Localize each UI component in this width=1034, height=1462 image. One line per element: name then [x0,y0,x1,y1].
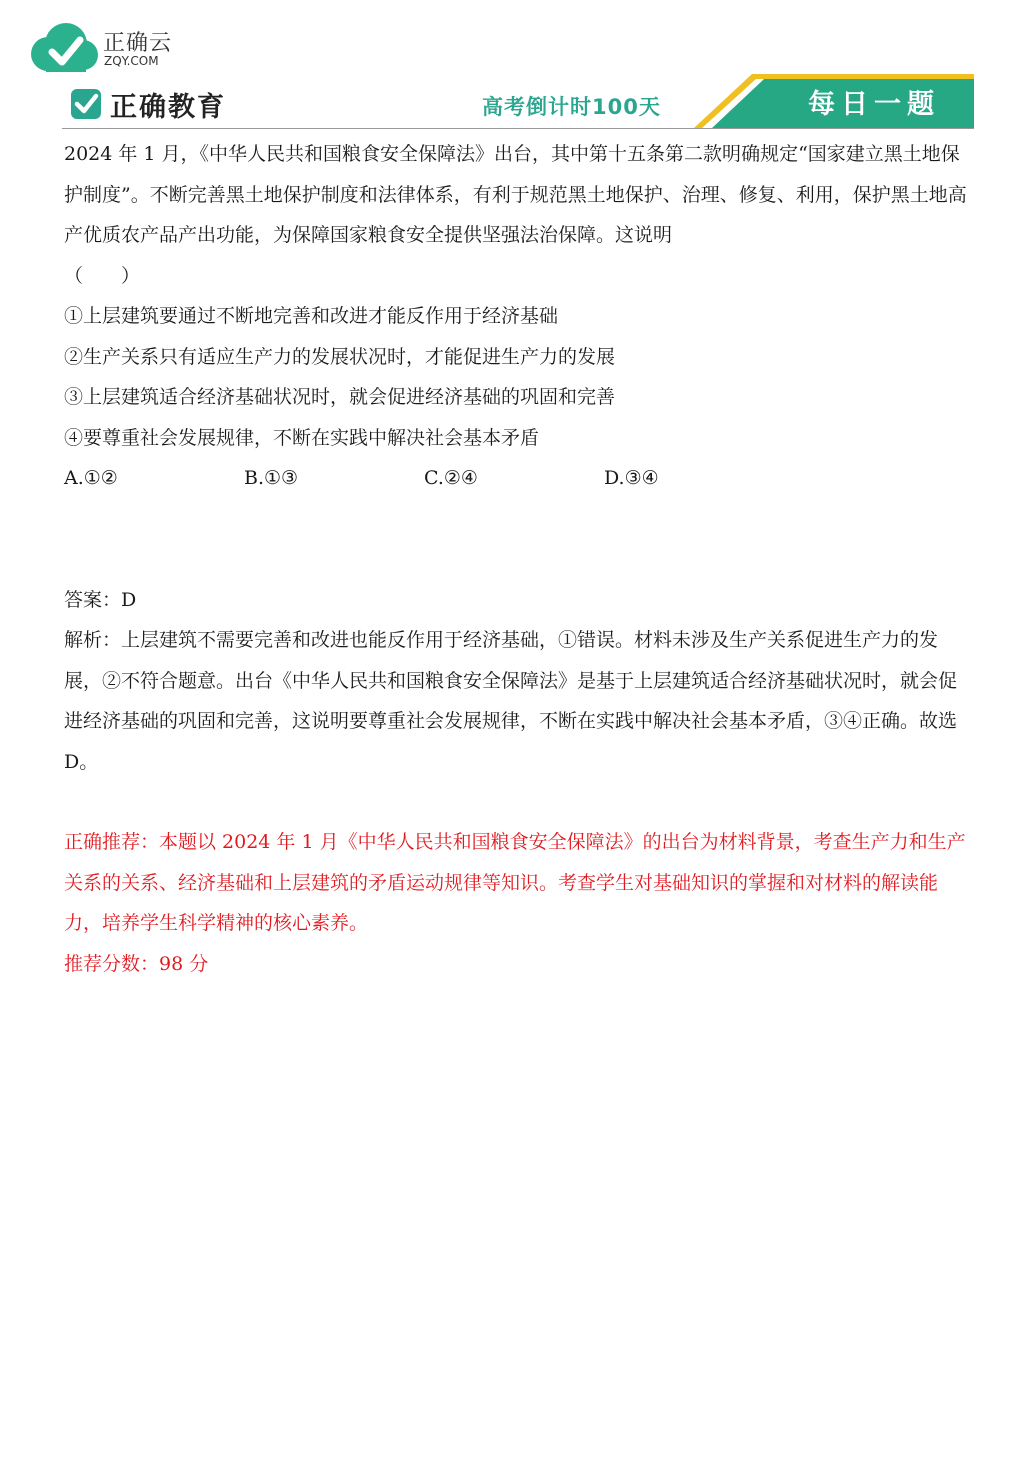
answer-bracket: （ ） [64,264,141,287]
checkbox-icon [70,88,102,120]
statement-3: ③上层建筑适合经济基础状况时，就会促进经济基础的巩固和完善 [64,386,616,408]
option-b: B.①③ [244,467,299,489]
recommend-text: 正确推荐：本题以 2024 年 1 月《中华人民共和国粮食安全保障法》的出台为材料背景，考查生产力和生产关系的关系、经济基础和上层建筑的矛盾运动规律等知识。考查学生对基础知识的掌握和对材料的解读能力，培养学生科学精神的核心素养。 [64,831,966,934]
statement-1: ①上层建筑要通过不断地完善和改进才能反作用于经济基础 [64,305,559,327]
zqy-logo [28,22,198,76]
page-header [62,74,974,130]
logo-name-en: ZQY.COM [104,54,159,68]
edu-brand-name: 正确教育 [110,92,226,123]
option-a: A.①② [64,467,118,489]
countdown-text: 高考倒计时100天 [482,95,661,119]
daily-question-banner: 每日一题 [808,89,940,120]
answer-line: 答案：D [64,588,137,611]
statement-2: ②生产关系只有适应生产力的发展状况时，才能促进生产力的发展 [64,345,616,368]
recommend-score: 推荐分数：98 分 [64,952,209,975]
cloud-check-icon [28,22,100,74]
option-c: C.②④ [424,467,478,489]
question-content [64,134,974,984]
option-d: D.③④ [604,467,659,489]
options-row [64,458,974,499]
analysis-text: 解析：上层建筑不需要完善和改进也能反作用于经济基础，①错误。材料未涉及生产关系促进生产力的发展，②不符合题意。出台《中华人民共和国粮食安全保障法》是基于上层建筑适合经济基础状况时，就会促进经济基础的巩固和完善，这说明要尊重社会发展规律，不断在实践中解决社会基本矛盾，③④正确。故选 D。 [64,629,958,773]
question-stem: 2024 年 1 月，《中华人民共和国粮食安全保障法》出台，其中第十五条第二款明确规定“国家建立黑土地保护制度”。不断完善黑土地保护制度和法律体系，有利于规范黑土地保护、治理、修复、利用，保护黑土地高产优质农产品产出功能，为保障国家粮食安全提供坚强法治保障。这说明 [64,143,967,246]
statement-4: ④要尊重社会发展规律，不断在实践中解决社会基本矛盾 [64,426,540,449]
header-divider [62,128,974,129]
logo-name-cn: 正确云 [103,31,173,56]
